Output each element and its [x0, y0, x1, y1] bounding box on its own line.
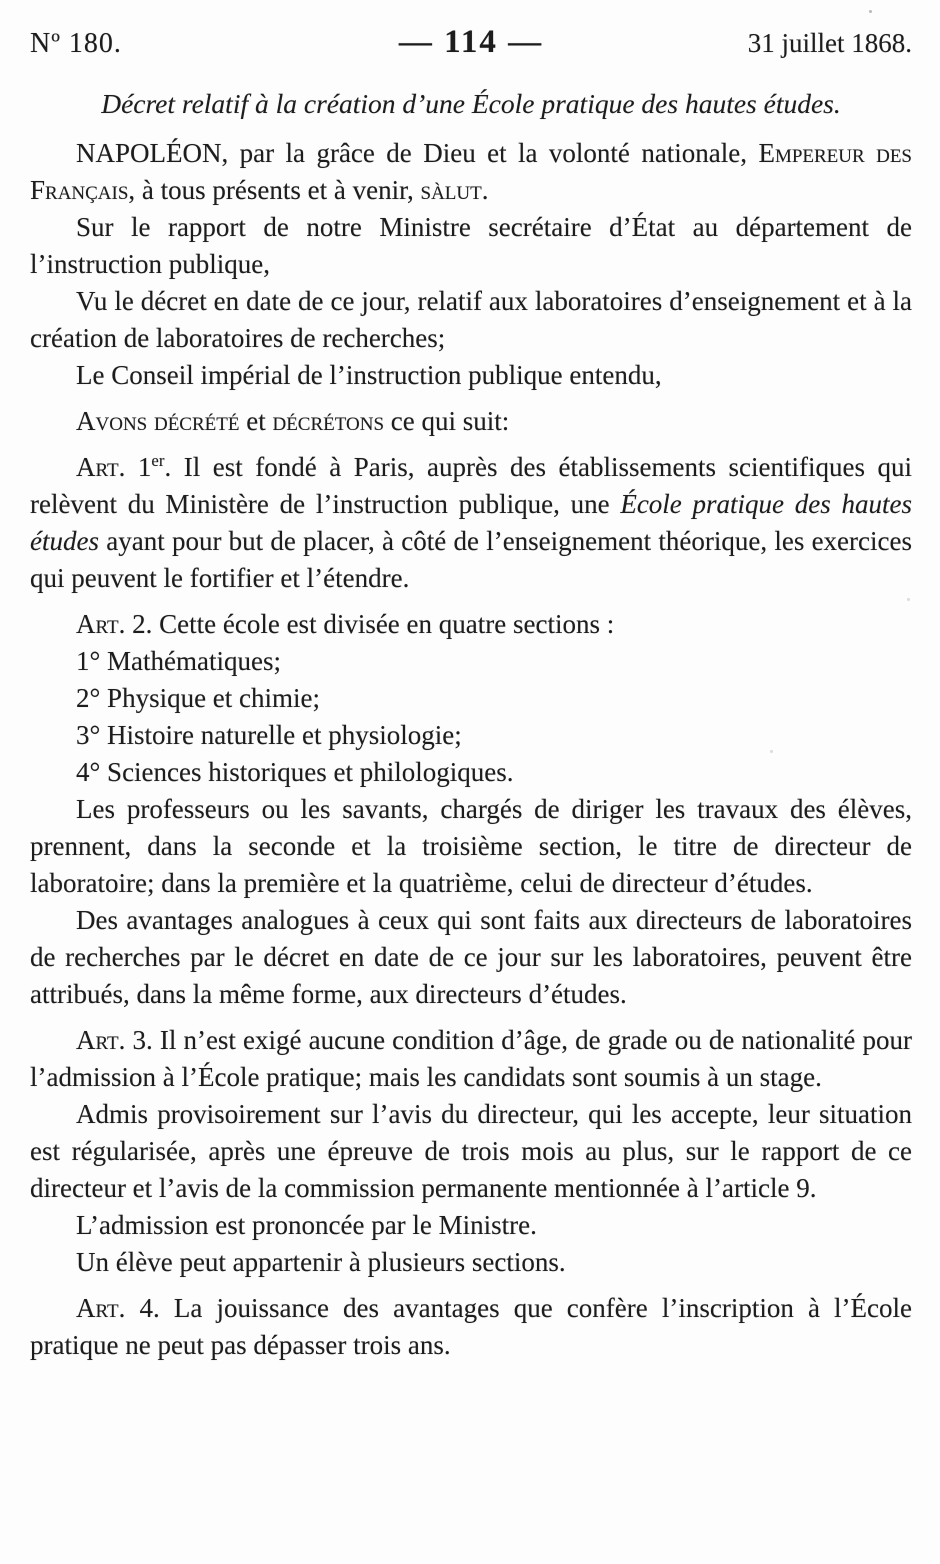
scan-speck [869, 10, 872, 13]
paragraph [30, 135, 912, 209]
text-segment: L’admission est prononcée par le Ministre. [76, 1210, 537, 1240]
paragraph [30, 449, 912, 597]
paragraph [30, 209, 912, 283]
paragraph [30, 283, 912, 357]
text-segment: ayant pour but de placer, à côté de l’enseignement théorique, les exercices qui peuvent le fortifier et l’étendre. [30, 526, 912, 593]
text-segment: décrétons [272, 406, 385, 436]
text-segment: sàlut [420, 175, 482, 205]
text-segment: , à tous présents et à venir, [128, 175, 421, 205]
text-segment: Les professeurs ou les savants, chargés de diriger les travaux des élèves, prennent, dans la seconde et la troisième section, le titre de directeur de laboratoire; dans la première et la quatrième, celui de directeur d’études. [30, 794, 912, 898]
scan-speck [907, 598, 910, 601]
date: 31 juillet 1868. [747, 28, 912, 58]
paragraph [30, 754, 912, 791]
paragraph [30, 1244, 912, 1281]
text-segment: Admis provisoirement sur l’avis du directeur, qui les accepte, leur situation est régularisée, après une épreuve de trois mois au plus, sur le rapport de ce directeur et l’avis de la commission permanente mentionnée à l’article 9. [30, 1099, 912, 1203]
paragraph [30, 1207, 912, 1244]
paragraph [30, 1022, 912, 1096]
text-segment: 2. Cette école est divisée en quatre sections : [125, 609, 615, 639]
issue-number: Nº 180. [30, 28, 122, 59]
paragraph [30, 1096, 912, 1207]
page-header [30, 24, 912, 61]
text-segment: . [481, 175, 489, 205]
text-segment: Art. [76, 452, 126, 482]
document-title: Décret relatif à la création d’une École pratique des hautes études. [101, 88, 841, 119]
text-segment: NAPOLÉON, par la grâce de Dieu et la volonté nationale, [76, 138, 759, 168]
paragraph [30, 403, 912, 440]
text-segment: Art. [76, 1293, 126, 1323]
text-segment: . Il est fondé à Paris, auprès des établissements scientifiques qui relèvent du Ministère de l’instruction publique, une [30, 452, 912, 519]
paragraph [30, 902, 912, 1013]
text-segment: ce qui suit: [384, 406, 510, 436]
scan-speck [770, 750, 773, 753]
text-segment: Art. [76, 609, 126, 639]
text-segment: 1 [125, 452, 152, 482]
text-segment: 2° Physique et chimie; [76, 683, 321, 713]
paragraph [30, 717, 912, 754]
paragraph [30, 1290, 912, 1364]
text-segment: Sur le rapport de notre Ministre secrétaire d’État au département de l’instruction publique, [30, 212, 912, 279]
text-segment: Le Conseil impérial de l’instruction publique entendu, [76, 360, 662, 390]
paragraph [30, 357, 912, 394]
text-segment: 4° Sciences historiques et philologiques. [76, 757, 514, 787]
text-segment: er [151, 451, 165, 470]
paragraph [30, 643, 912, 680]
text-segment: École pratique des hautes études [30, 489, 912, 556]
text-segment: 3° Histoire naturelle et physiologie; [76, 720, 462, 750]
text-segment: 3. Il n’est exigé aucune condition d’âge, de grade ou de nationalité pour l’admission à l’École pratique; mais les candidats sont soumis à un stage. [30, 1025, 912, 1092]
text-segment: Des avantages analogues à ceux qui sont faits aux directeurs de laboratoires de recherches par le décret en date de ce jour sur les laboratoires, peuvent être attribués, dans la même forme, aux directeurs d’études. [30, 905, 912, 1009]
paragraph [30, 791, 912, 902]
text-segment: Un élève peut appartenir à plusieurs sections. [76, 1247, 566, 1277]
text-segment: 1° Mathématiques; [76, 646, 282, 676]
page-number: — 114 — [398, 24, 544, 60]
paragraph [30, 680, 912, 717]
text-segment: Vu le décret en date de ce jour, relatif aux laboratoires d’enseignement et à la création de laboratoires de recherches; [30, 286, 912, 353]
scan-speck [535, 620, 538, 623]
text-segment: et [239, 406, 273, 436]
document-body [30, 135, 912, 1364]
text-segment: Avons décrété [76, 406, 240, 436]
text-segment: 4. La jouissance des avantages que confère l’inscription à l’École pratique ne peut pas dépasser trois ans. [30, 1293, 912, 1360]
paragraph [30, 606, 912, 643]
text-segment: Empereur des Français [30, 138, 912, 205]
text-segment: Art. [76, 1025, 126, 1055]
